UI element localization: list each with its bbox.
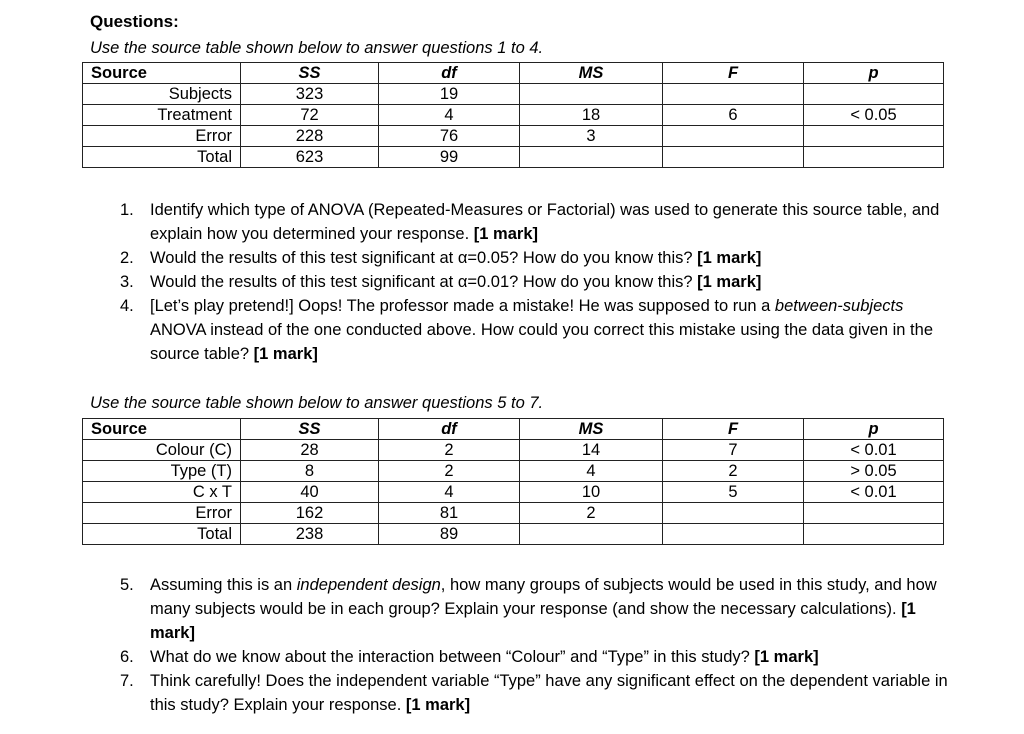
cell-df: 4: [379, 105, 520, 126]
question-number: 4.: [120, 297, 134, 315]
cell-df: 19: [379, 84, 520, 105]
table1-header-row: [83, 63, 944, 84]
cell-ms: 3: [520, 126, 663, 147]
cell-df: 4: [379, 482, 520, 503]
row-source: Type (T): [83, 461, 241, 482]
page-heading: Questions:: [90, 12, 179, 31]
cell-df: 81: [379, 503, 520, 524]
cell-p: [804, 503, 944, 524]
cell-ss: 228: [241, 126, 379, 147]
col-header-ms: MS: [520, 419, 663, 440]
list-item: [120, 198, 950, 246]
question-text: Identify which type of ANOVA (Repeated-Measures or Factorial) was used to generate this source table, and explain how you determined your response.: [150, 201, 940, 243]
cell-f: [663, 126, 804, 147]
cell-p: < 0.05: [804, 105, 944, 126]
col-header-df: df: [379, 419, 520, 440]
cell-f: [663, 524, 804, 545]
cell-ms: 10: [520, 482, 663, 503]
cell-df: 89: [379, 524, 520, 545]
cell-ss: 238: [241, 524, 379, 545]
table-row: [83, 147, 944, 168]
question-text: What do we know about the interaction between “Colour” and “Type” in this study?: [150, 648, 750, 666]
col-header-f: F: [663, 63, 804, 84]
cell-f: 2: [663, 461, 804, 482]
list-item: [120, 246, 950, 270]
cell-ss: 40: [241, 482, 379, 503]
questions-list-1: [120, 198, 950, 366]
col-header-f: F: [663, 419, 804, 440]
cell-p: > 0.05: [804, 461, 944, 482]
question-text: Would the results of this test significant at α=0.01? How do you know this?: [150, 273, 693, 291]
cell-p: [804, 147, 944, 168]
row-source: Subjects: [83, 84, 241, 105]
cell-df: 76: [379, 126, 520, 147]
question-text: Would the results of this test significant at α=0.05? How do you know this?: [150, 249, 693, 267]
question-mark: [1 mark]: [473, 225, 538, 243]
col-header-source: Source: [83, 419, 241, 440]
table-row: [83, 461, 944, 482]
row-source: Colour (C): [83, 440, 241, 461]
table-row: [83, 440, 944, 461]
col-header-df: df: [379, 63, 520, 84]
cell-ms: [520, 84, 663, 105]
list-item: [120, 645, 950, 669]
question-number: 2.: [120, 249, 134, 267]
question-emphasis: between-subjects: [774, 297, 904, 315]
row-source: Total: [83, 524, 241, 545]
table1-intro: Use the source table shown below to answer questions 1 to 4.: [90, 39, 544, 57]
cell-ms: [520, 524, 663, 545]
cell-f: 7: [663, 440, 804, 461]
col-header-p: p: [804, 419, 944, 440]
col-header-ms: MS: [520, 63, 663, 84]
cell-p: < 0.01: [804, 440, 944, 461]
row-source: Treatment: [83, 105, 241, 126]
table-row: [83, 503, 944, 524]
question-number: 1.: [120, 201, 134, 219]
list-item: [120, 294, 950, 366]
question-mark: [1 mark]: [253, 345, 318, 363]
cell-f: 6: [663, 105, 804, 126]
source-table-2: [82, 418, 944, 545]
cell-f: [663, 147, 804, 168]
cell-ss: 8: [241, 461, 379, 482]
question-emphasis: independent design: [296, 576, 441, 594]
row-source: Total: [83, 147, 241, 168]
cell-df: 2: [379, 440, 520, 461]
cell-ss: 28: [241, 440, 379, 461]
question-text-cont: , how many groups of subjects would be used in this study, and how many subjects would be in each group? Explain your response (and show the necessary calculations).: [150, 576, 937, 618]
cell-p: [804, 524, 944, 545]
questions-list-2: [120, 573, 950, 717]
question-mark: [1 mark]: [697, 249, 762, 267]
question-text-cont: ANOVA instead of the one conducted above. How could you correct this mistake using the data given in the source table?: [150, 321, 933, 363]
cell-f: [663, 503, 804, 524]
table-row: [83, 105, 944, 126]
cell-f: [663, 84, 804, 105]
source-table-1: [82, 62, 944, 168]
list-item: [120, 669, 950, 717]
list-item: [120, 270, 950, 294]
question-mark: [1 mark]: [697, 273, 762, 291]
col-header-ss: SS: [241, 419, 379, 440]
cell-ss: 162: [241, 503, 379, 524]
table-row: [83, 84, 944, 105]
table2-header-row: [83, 419, 944, 440]
question-mark: [1 mark]: [405, 696, 471, 714]
table-row: [83, 482, 944, 503]
question-text: Assuming this is an: [150, 576, 293, 594]
question-mark: [1 mark]: [150, 600, 916, 642]
question-number: 7.: [120, 672, 134, 690]
cell-ms: 4: [520, 461, 663, 482]
cell-ms: 14: [520, 440, 663, 461]
table2-intro: Use the source table shown below to answer questions 5 to 7.: [90, 394, 544, 412]
cell-p: [804, 84, 944, 105]
cell-ms: 2: [520, 503, 663, 524]
question-number: 6.: [120, 648, 134, 666]
table-row: [83, 524, 944, 545]
cell-p: [804, 126, 944, 147]
cell-ms: 18: [520, 105, 663, 126]
question-mark: [1 mark]: [754, 648, 819, 666]
question-text: Think carefully! Does the independent variable “Type” have any significant effect on the dependent variable in this study? Explain your response.: [150, 672, 948, 714]
cell-df: 2: [379, 461, 520, 482]
question-number: 3.: [120, 273, 134, 291]
cell-ss: 72: [241, 105, 379, 126]
row-source: Error: [83, 126, 241, 147]
cell-f: 5: [663, 482, 804, 503]
cell-ms: [520, 147, 663, 168]
table-row: [83, 126, 944, 147]
cell-ss: 623: [241, 147, 379, 168]
col-header-source: Source: [83, 63, 241, 84]
question-number: 5.: [120, 576, 134, 594]
col-header-ss: SS: [241, 63, 379, 84]
cell-df: 99: [379, 147, 520, 168]
cell-ss: 323: [241, 84, 379, 105]
list-item: [120, 573, 950, 645]
row-source: Error: [83, 503, 241, 524]
cell-p: < 0.01: [804, 482, 944, 503]
row-source: C x T: [83, 482, 241, 503]
col-header-p: p: [804, 63, 944, 84]
question-text: [Let’s play pretend!] Oops! The professor made a mistake! He was supposed to run a: [150, 297, 771, 315]
